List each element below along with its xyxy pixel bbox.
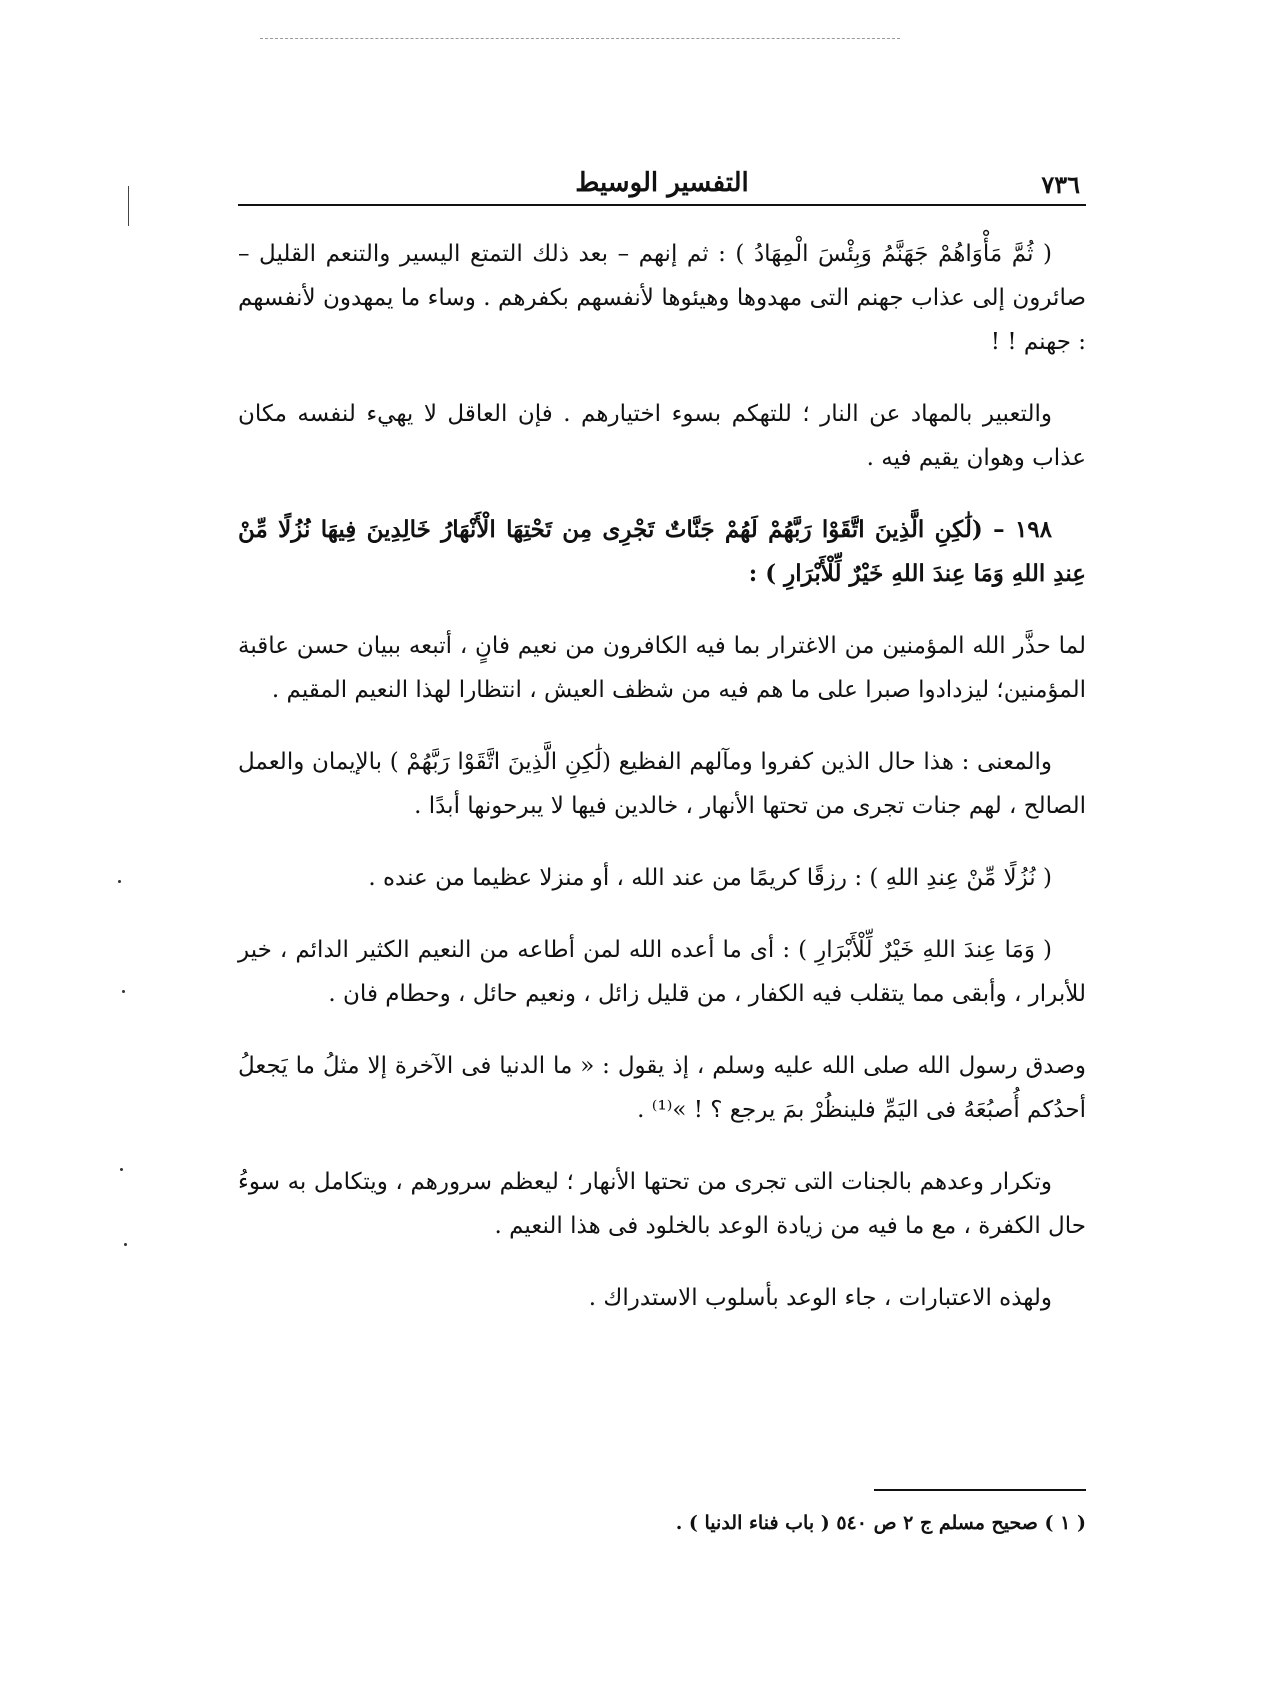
scan-speck xyxy=(118,880,121,883)
paragraph: ( وَمَا عِندَ اللهِ خَيْرٌ لِّلْأَبْرَارِ ) : أى ما أعده الله لمن أطاعه من النعيم الكثير الدائم ، خير للأبرار ، وأبقى مما يتقلب فيه الكفار ، من قليل زائل ، ونعيم حائل ، وحطام فان . xyxy=(238,937,1086,1007)
paragraph: وتكرار وعدهم بالجنات التى تجرى من تحتها الأنهار ؛ ليعظم سرورهم ، ويتكامل به سوءُ حال الكفرة ، مع ما فيه من زيادة الوعد بالخلود فى هذا النعيم . xyxy=(238,1169,1086,1239)
paragraph: والمعنى : هذا حال الذين كفروا ومآلهم الفظيع (لَٰكِنِ الَّذِينَ اتَّقَوْا رَبَّهُمْ ) بالإيمان والعمل الصالح ، لهم جنات تجرى من تحتها الأنهار ، خالدين فيها لا يبرحونها أبدًا . xyxy=(238,749,1086,819)
scan-speck xyxy=(124,1243,127,1246)
scan-artifact-line xyxy=(260,38,900,39)
header-rule xyxy=(238,204,1086,206)
paragraph: ولهذه الاعتبارات ، جاء الوعد بأسلوب الاستدراك . xyxy=(588,1285,1052,1311)
verse-heading: ١٩٨ – (لَٰكِنِ الَّذِينَ اتَّقَوْا رَبَّهُمْ لَهُمْ جَنَّاتٌ تَجْرِى مِن تَحْتِهَا الْأَنْهَارُ خَالِدِينَ فِيهَا نُزُلًا مِّنْ عِندِ اللهِ وَمَا عِندَ اللهِ خَيْرٌ لِّلْأَبْرَارِ ) : xyxy=(238,516,1086,587)
paragraph: لما حذَّر الله المؤمنين من الاغترار بما فيه الكافرون من نعيم فانٍ ، أتبعه ببيان حسن عاقبة المؤمنين؛ ليزدادوا صبرا على ما هم فيه من شظف العيش ، انتظارا لهذا النعيم المقيم . xyxy=(238,633,1086,703)
page-number: ٧٣٦ xyxy=(1041,170,1080,199)
paragraph: وصدق رسول الله صلى الله عليه وسلم ، إذ يقول : « ما الدنيا فى الآخرة إلا مثلُ ما يَجعلُ أحدُكم أُصبُعَهُ فى اليَمِّ فلينظُرْ بمَ يرجع ؟ ! »⁽¹⁾ . xyxy=(238,1053,1086,1123)
paragraph: والتعبير بالمهاد عن النار ؛ للتهكم بسوء اختيارهم . فإن العاقل لا يهيء لنفسه مكان عذاب وهوان يقيم فيه . xyxy=(238,401,1086,471)
paragraph: ( نُزُلًا مِّنْ عِندِ اللهِ ) : رزقًا كريمًا من عند الله ، أو منزلا عظيما من عنده . xyxy=(368,865,1052,891)
footnote: ( ١ ) صحيح مسلم ج ٢ ص ٥٤٠ ( باب فناء الدنيا ) . xyxy=(675,1512,1086,1534)
footnote-rule xyxy=(874,1489,1086,1491)
running-title: التفسير الوسيط xyxy=(575,168,749,198)
scan-margin-mark xyxy=(128,186,129,226)
body-text xyxy=(238,232,1086,1348)
page-header xyxy=(238,168,1086,204)
paragraph: ( ثُمَّ مَأْوَاهُمْ جَهَنَّمُ وَبِئْسَ الْمِهَادُ ) : ثم إنهم – بعد ذلك التمتع اليسير والتنعم القليل – صائرون إلى عذاب جهنم التى مهدوها وهيئوها لأنفسهم بكفرهم . وساء ما يمهدون لأنفسهم : جهنم ! ! xyxy=(238,241,1086,355)
scan-speck xyxy=(120,1168,123,1171)
scan-speck xyxy=(122,990,125,993)
